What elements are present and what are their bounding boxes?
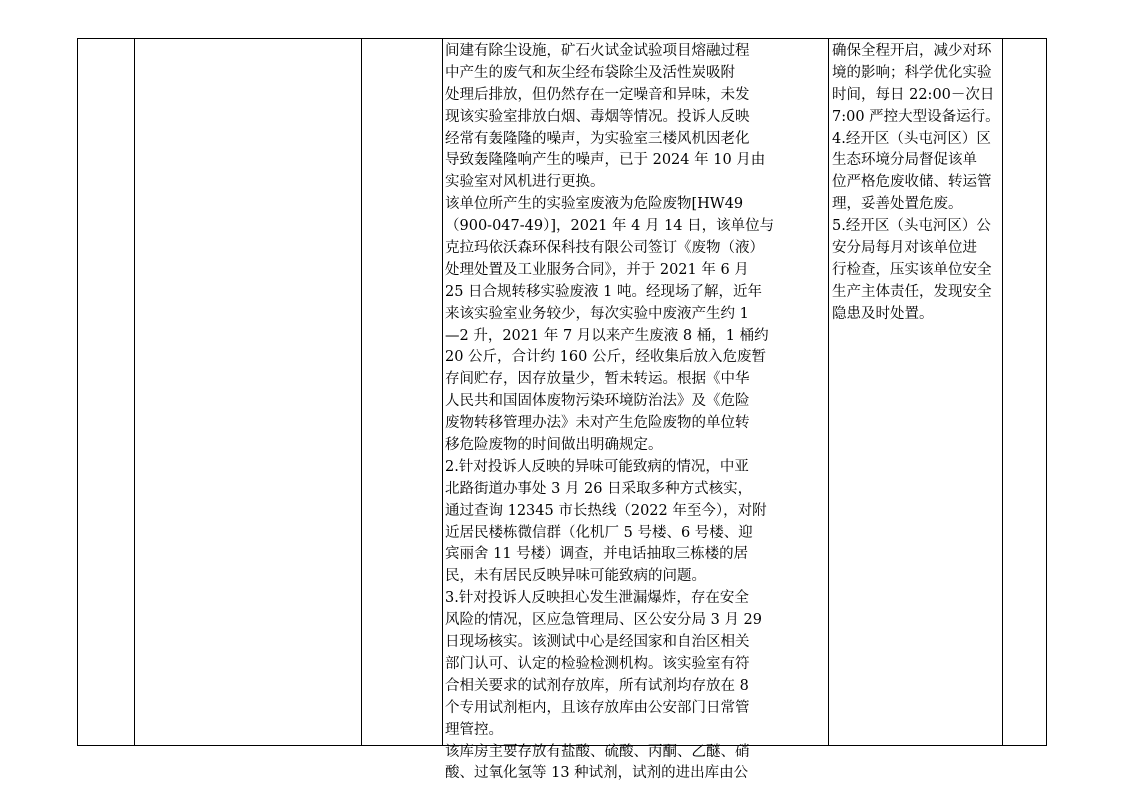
- table-cell-remarks: [1003, 39, 1047, 745]
- text-line: 4.经开区（头屯河区）区: [832, 130, 991, 147]
- text-line: 安分局每月对该单位进: [832, 240, 977, 257]
- text-line: 理管控。: [445, 721, 503, 738]
- text-line: 来该实验室业务较少，每次实验中废液产生约 1: [445, 305, 749, 322]
- text-line: 行检查，压实该单位安全: [832, 261, 992, 278]
- text-line: 间建有除尘设施，矿石火试金试验项目熔融过程: [445, 43, 750, 59]
- text-line: —2 升，2021 年 7 月以来产生废液 8 桶，1 桶约: [445, 327, 769, 344]
- text-line: 25 日合规转移实验废液 1 吨。经现场了解，近年: [445, 283, 763, 300]
- text-line: 宾丽舍 11 号楼）调查，并电话抽取三栋楼的居: [445, 546, 749, 563]
- text-line: 人民共和国固体废物污染环境防治法》及《危险: [445, 393, 750, 410]
- text-line: 移危险废物的时间做出明确规定。: [445, 437, 663, 454]
- table-cell-complaint: [135, 39, 361, 745]
- text-line: 部门认可、认定的检验检测机构。该实验室有符: [445, 655, 750, 672]
- text-line: 实验室对风机进行更换。: [445, 174, 605, 191]
- document-table: [77, 38, 1047, 782]
- table-cell-category: [362, 39, 442, 745]
- text-line: 生态环境分局督促该单: [832, 152, 977, 169]
- text-line: 3.针对投诉人反映担心发生泄漏爆炸，存在安全: [445, 590, 749, 607]
- text-line: 时间，每日 22:00－次日: [832, 86, 995, 103]
- table-cell-measures: [829, 39, 1003, 745]
- text-line: 确保全程开启，减少对环: [832, 43, 992, 59]
- text-line: 处理后排放，但仍然存在一定噪音和异味，未发: [445, 86, 750, 103]
- text-line: 境的影响；科学优化实验: [832, 64, 992, 81]
- text-line: 位严格危废收储、转运管: [832, 174, 992, 191]
- table-cell-investigation: [442, 39, 828, 782]
- text-line: 存间贮存，因存放量少，暂未转运。根据《中华: [445, 371, 750, 388]
- text-line: 20 公斤，合计约 160 公斤，经收集后放入危废暂: [445, 349, 766, 366]
- text-line: 隐患及时处置。: [832, 305, 934, 322]
- text-line: 5.经开区（头屯河区）公: [832, 218, 991, 235]
- text-line: 中产生的废气和灰尘经布袋除尘及活性炭吸附: [445, 64, 735, 81]
- text-line: 个专用试剂柜内，且该存放库由公安部门日常管: [445, 699, 750, 716]
- text-line: 日现场核实。该测试中心是经国家和自治区相关: [445, 634, 750, 651]
- text-line: 克拉玛依沃森环保科技有限公司签订《废物（液）: [445, 240, 764, 257]
- text-line: 2.针对投诉人反映的异味可能致病的情况，中亚: [445, 458, 749, 475]
- text-line: 导致轰隆隆响产生的噪声，已于 2024 年 10 月由: [445, 152, 766, 169]
- text-line: 废物转移管理办法》未对产生危险废物的单位转: [445, 415, 750, 432]
- text-line: 理，妥善处置危废。: [832, 196, 963, 213]
- text-line: 合相关要求的试剂存放库，所有试剂均存放在 8: [445, 677, 749, 694]
- text-line: 处理处置及工业服务合同》，并于 2021 年 6 月: [445, 261, 749, 278]
- text-line: 该单位所产生的实验室废液为危险废物[HW49: [445, 196, 744, 213]
- text-line: 生产主体责任，发现安全: [832, 283, 992, 300]
- text-line: 近居民楼栋微信群（化机厂 5 号楼、6 号楼、迎: [445, 524, 753, 541]
- text-line: 7:00 严控大型设备运行。: [832, 108, 1000, 125]
- text-line: 风险的情况，区应急管理局、区公安分局 3 月 29: [445, 612, 763, 629]
- text-line: 该库房主要存放有盐酸、硫酸、丙酮、乙醚、硝: [445, 743, 750, 760]
- text-line: 酸、过氧化氢等 13 种试剂，试剂的进出库由公: [445, 765, 749, 782]
- text-line: 通过查询 12345 市长热线（2022 年至今），对附: [445, 502, 767, 519]
- table-cell-index: [78, 39, 134, 745]
- text-line: 经常有轰隆隆的噪声，为实验室三楼风机因老化: [445, 130, 750, 147]
- text-line: 现该实验室排放白烟、毒烟等情况。投诉人反映: [445, 108, 750, 125]
- text-line: 北路街道办事处 3 月 26 日采取多种方式核实，: [445, 480, 753, 497]
- text-line: （900-047-49）]，2021 年 4 月 14 日，该单位与: [445, 218, 775, 235]
- text-line: 民，未有居民反映异味可能致病的问题。: [445, 568, 706, 585]
